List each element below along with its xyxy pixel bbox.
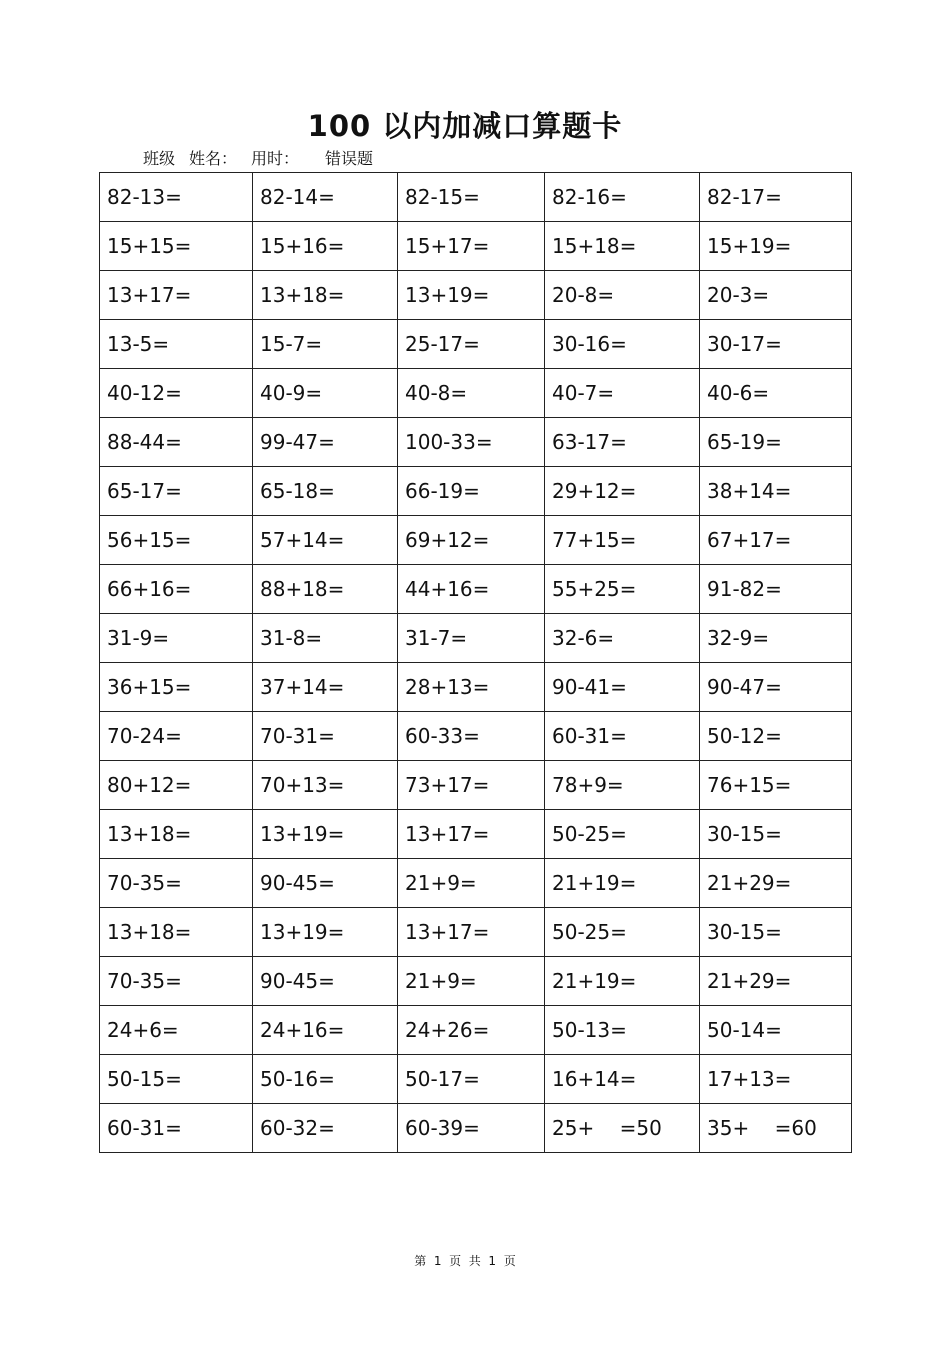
problem-cell: 55+25=	[545, 565, 700, 614]
table-row	[100, 957, 852, 1006]
problem-cell: 60-39=	[398, 1104, 545, 1153]
problem-cell: 90-45=	[253, 957, 398, 1006]
problem-cell: 77+15=	[545, 516, 700, 565]
problem-cell: 80+12=	[100, 761, 253, 810]
problem-cell: 28+13=	[398, 663, 545, 712]
problem-cell: 82-14=	[253, 173, 398, 222]
problem-cell: 31-8=	[253, 614, 398, 663]
problem-cell: 82-15=	[398, 173, 545, 222]
table-row	[100, 1104, 852, 1153]
problem-cell: 24+26=	[398, 1006, 545, 1055]
problem-cell: 30-16=	[545, 320, 700, 369]
problem-cell: 21+19=	[545, 957, 700, 1006]
table-row	[100, 1055, 852, 1104]
problem-cell: 90-45=	[253, 859, 398, 908]
problem-cell: 13+17=	[398, 810, 545, 859]
problem-cell: 73+17=	[398, 761, 545, 810]
problem-cell: 90-47=	[700, 663, 852, 712]
problem-cell: 20-8=	[545, 271, 700, 320]
problem-cell: 88+18=	[253, 565, 398, 614]
table-row	[100, 516, 852, 565]
table-row	[100, 712, 852, 761]
problem-cell: 66+16=	[100, 565, 253, 614]
problem-cell: 13-5=	[100, 320, 253, 369]
problem-cell: 15+19=	[700, 222, 852, 271]
page-title: 100 以内加减口算题卡	[307, 109, 623, 143]
problem-cell: 21+9=	[398, 957, 545, 1006]
problem-cell: 65-18=	[253, 467, 398, 516]
problem-cell: 15+16=	[253, 222, 398, 271]
class-label: 班级	[143, 149, 176, 168]
table-row	[100, 369, 852, 418]
problem-cell: 91-82=	[700, 565, 852, 614]
problem-cell: 24+16=	[253, 1006, 398, 1055]
problem-cell: 13+19=	[398, 271, 545, 320]
table-row	[100, 271, 852, 320]
table-row	[100, 908, 852, 957]
name-label: 姓名：	[189, 149, 238, 168]
problem-cell: 13+19=	[253, 810, 398, 859]
problem-cell: 40-6=	[700, 369, 852, 418]
table-row	[100, 222, 852, 271]
problem-cell: 13+18=	[100, 908, 253, 957]
problem-cell: 82-16=	[545, 173, 700, 222]
problem-cell: 65-17=	[100, 467, 253, 516]
problem-cell: 40-12=	[100, 369, 253, 418]
problem-cell: 50-25=	[545, 908, 700, 957]
problem-cell: 70-35=	[100, 859, 253, 908]
problem-cell: 70-31=	[253, 712, 398, 761]
problem-cell: 13+19=	[253, 908, 398, 957]
problem-cell: 35+ =60	[700, 1104, 852, 1153]
problem-cell: 29+12=	[545, 467, 700, 516]
problem-cell: 57+14=	[253, 516, 398, 565]
problem-cell: 50-13=	[545, 1006, 700, 1055]
table-row	[100, 173, 852, 222]
problem-cell: 70-24=	[100, 712, 253, 761]
problem-cell: 50-16=	[253, 1055, 398, 1104]
table-row	[100, 320, 852, 369]
problem-cell: 30-17=	[700, 320, 852, 369]
table-row	[100, 1006, 852, 1055]
problem-cell: 82-13=	[100, 173, 253, 222]
page-footer: 第 1 页 共 1 页	[414, 1254, 516, 1268]
table-row	[100, 418, 852, 467]
problem-cell: 21+9=	[398, 859, 545, 908]
problem-cell: 70-35=	[100, 957, 253, 1006]
problem-cell: 70+13=	[253, 761, 398, 810]
problem-cell: 20-3=	[700, 271, 852, 320]
errors-label: 错误题	[325, 149, 374, 168]
problem-table	[99, 172, 852, 1153]
problem-cell: 50-14=	[700, 1006, 852, 1055]
problem-cell: 88-44=	[100, 418, 253, 467]
problem-cell: 17+13=	[700, 1055, 852, 1104]
problem-cell: 13+18=	[100, 810, 253, 859]
problem-cell: 13+17=	[100, 271, 253, 320]
table-row	[100, 467, 852, 516]
problem-cell: 56+15=	[100, 516, 253, 565]
problem-cell: 37+14=	[253, 663, 398, 712]
problem-cell: 69+12=	[398, 516, 545, 565]
problem-cell: 60-31=	[545, 712, 700, 761]
problem-cell: 99-47=	[253, 418, 398, 467]
problem-cell: 21+29=	[700, 859, 852, 908]
table-row	[100, 614, 852, 663]
problem-cell: 90-41=	[545, 663, 700, 712]
time-label: 用时：	[251, 149, 300, 168]
problem-cell: 67+17=	[700, 516, 852, 565]
problem-cell: 40-9=	[253, 369, 398, 418]
problem-cell: 36+15=	[100, 663, 253, 712]
problem-cell: 76+15=	[700, 761, 852, 810]
problem-cell: 82-17=	[700, 173, 852, 222]
table-row	[100, 859, 852, 908]
problem-cell: 15+17=	[398, 222, 545, 271]
problem-cell: 40-7=	[545, 369, 700, 418]
problem-cell: 44+16=	[398, 565, 545, 614]
problem-cell: 30-15=	[700, 908, 852, 957]
problem-cell: 31-7=	[398, 614, 545, 663]
problem-cell: 32-6=	[545, 614, 700, 663]
problem-cell: 15-7=	[253, 320, 398, 369]
problem-cell: 50-17=	[398, 1055, 545, 1104]
table-row	[100, 761, 852, 810]
problem-cell: 15+15=	[100, 222, 253, 271]
problem-cell: 31-9=	[100, 614, 253, 663]
problem-cell: 38+14=	[700, 467, 852, 516]
problem-cell: 21+19=	[545, 859, 700, 908]
problem-cell: 60-33=	[398, 712, 545, 761]
problem-cell: 66-19=	[398, 467, 545, 516]
problem-cell: 16+14=	[545, 1055, 700, 1104]
problem-cell: 15+18=	[545, 222, 700, 271]
problem-cell: 30-15=	[700, 810, 852, 859]
table-row	[100, 663, 852, 712]
problem-cell: 50-25=	[545, 810, 700, 859]
problem-cell: 32-9=	[700, 614, 852, 663]
problem-cell: 13+18=	[253, 271, 398, 320]
problem-cell: 50-15=	[100, 1055, 253, 1104]
student-info-line	[143, 146, 387, 169]
problem-cell: 13+17=	[398, 908, 545, 957]
problem-cell: 65-19=	[700, 418, 852, 467]
table-row	[100, 810, 852, 859]
problem-cell: 63-17=	[545, 418, 700, 467]
problem-cell: 60-32=	[253, 1104, 398, 1153]
problem-cell: 25+ =50	[545, 1104, 700, 1153]
problem-cell: 40-8=	[398, 369, 545, 418]
table-row	[100, 565, 852, 614]
problem-cell: 50-12=	[700, 712, 852, 761]
problem-cell: 60-31=	[100, 1104, 253, 1153]
problem-cell: 21+29=	[700, 957, 852, 1006]
problem-cell: 78+9=	[545, 761, 700, 810]
problem-cell: 25-17=	[398, 320, 545, 369]
problem-cell: 100-33=	[398, 418, 545, 467]
problem-cell: 24+6=	[100, 1006, 253, 1055]
